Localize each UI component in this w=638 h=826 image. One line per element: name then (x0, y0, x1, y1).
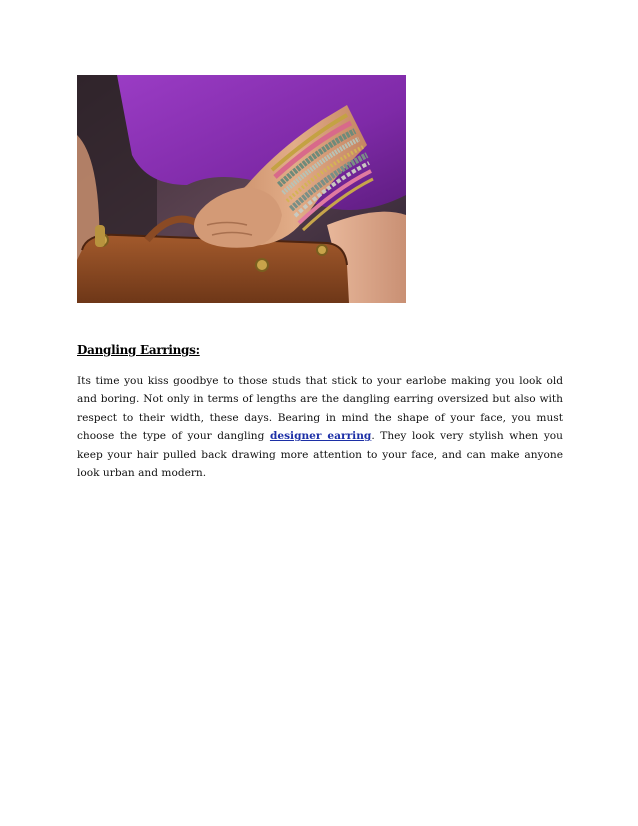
designer-earring-link[interactable]: designer earring (269, 430, 372, 443)
paragraph-text-part1: Its time you kiss goodbye to those studs that stick to your earlobe making you look old and boring. Not only in terms of lengths are the dangling earring oversized but also with respect to their width, these days. Bearing in mind the shape of your face, you must choose the type of your dangling (77, 375, 563, 443)
wrist-with-stacked-bracelets-photo (77, 75, 406, 303)
section-heading: Dangling Earrings: (77, 343, 200, 357)
paragraph-text-part2: . They look very stylish when you keep your hair pulled back drawing more attention to your face, and can make anyone look urban and modern. (77, 430, 564, 480)
body-paragraph (77, 372, 563, 482)
